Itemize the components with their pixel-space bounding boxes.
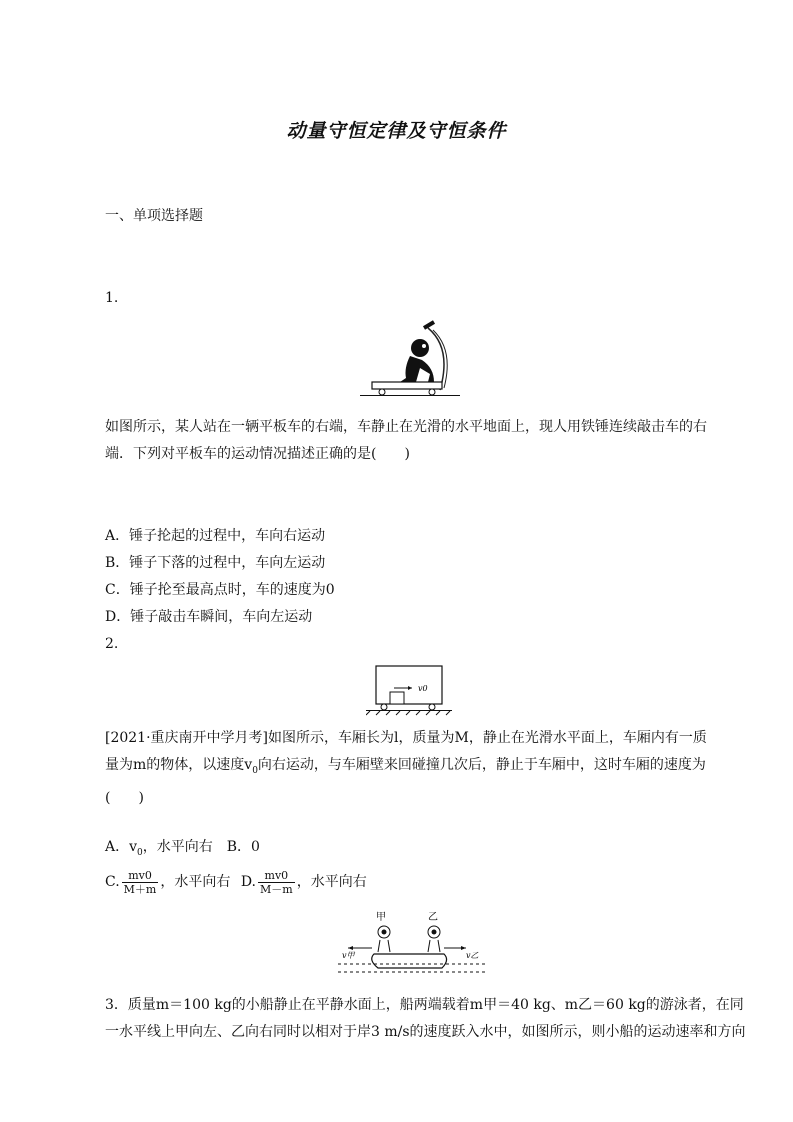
q3-figure-v-yi-label: v乙 [466,951,479,960]
q1-figure-hammer-cart [360,318,460,398]
page-title: 动量守恒定律及守恒条件 [286,120,507,142]
q3-stem-line-2: 一水平线上甲向左、乙向右同时以相对于岸3 m/s的速度跃入水中，如图所示，则小船的运动速率和方向 [105,1024,746,1040]
q2-option-d-fraction: $\frac{mv0}{M-m}$ [260,868,293,896]
q3-figure-v-jia-label: v甲 [342,951,355,960]
q2-option-c-d: C. $\frac{mv0}{M+m}$ ，水平向右 D. $\frac{mv0}{M-m}$ ，水平向右 [105,868,367,896]
q2-number: 2. [105,636,119,652]
section-heading: 一、单项选择题 [105,208,203,224]
q1-option-a: A．锤子抡起的过程中，车向右运动 [105,528,326,544]
q1-number: 1. [105,290,119,306]
q2-figure-v0-label: v0 [418,684,428,693]
q2-stem: [2021·重庆南开中学月考]如图所示，车厢长为l，质量为M，静止在光滑水平面上，车厢内有一质量为m的物体，以速度$v_0$向右运动，与车厢壁来回碰撞几次后，静止于车厢中，这时车厢的速度为( ) [105,730,707,806]
q1-option-d: D．锤子敲击车瞬间，车向左运动 [105,609,313,625]
q1-stem: 如图所示，某人站在一辆平板车的右端，车静止在光滑的水平地面上，现人用铁锤连续敲击车的右端．下列对平板车的运动情况描述正确的是( ) [105,419,707,462]
q2-option-c-fraction: $\frac{mv0}{M+m}$ [123,868,157,896]
q3-figure-jia-label: 甲 [376,912,386,923]
q2-option-a-b: A．$v_0$，水平向右 B．0 [105,839,260,858]
q3-stem-line-1: 3．质量m＝100 kg的小船静止在平静水面上，船两端载着m甲＝40 kg、m乙＝60 kg的游泳者，在同 [105,997,744,1013]
q2-figure-carriage [366,662,452,718]
q3-figure-boat-swimmers [338,908,488,980]
q3-figure-yi-label: 乙 [428,912,438,923]
q1-option-b: B．锤子下落的过程中，车向左运动 [105,555,326,571]
q1-option-c: C．锤子抡至最高点时，车的速度为0 [105,582,335,598]
